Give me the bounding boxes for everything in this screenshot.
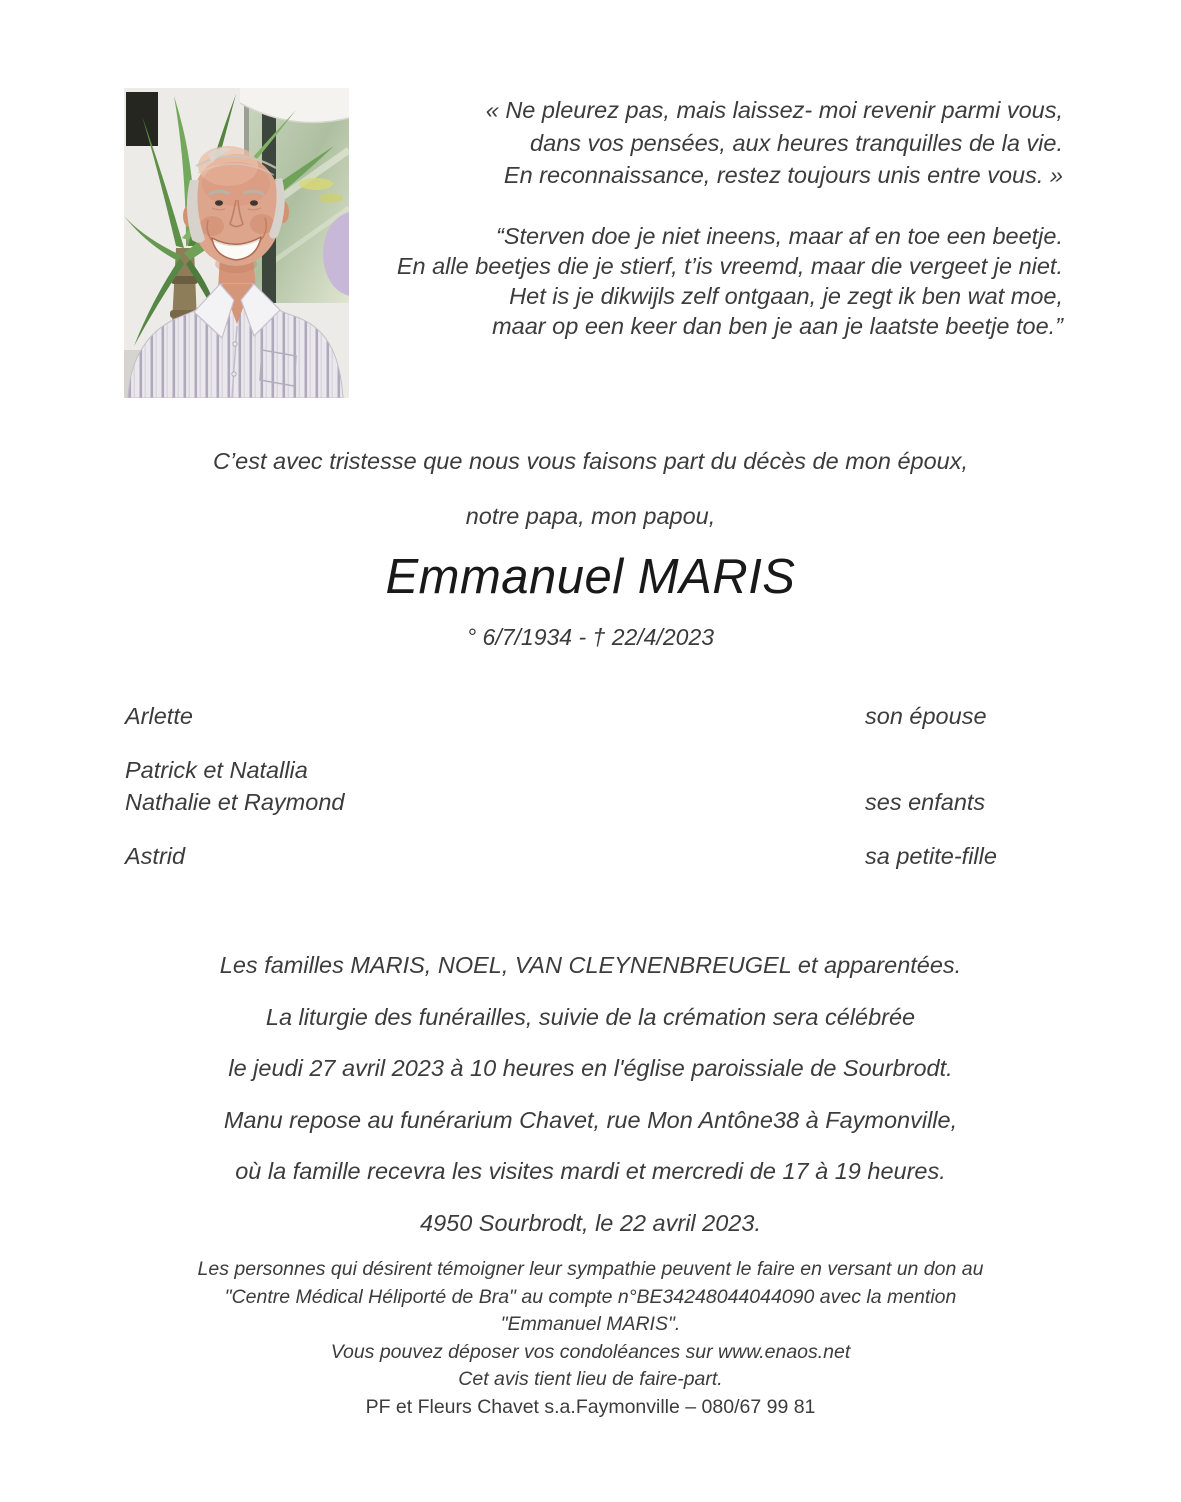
family-relation: ses enfants: [865, 789, 986, 815]
ceremony-line-visits: où la famille recevra les visites mardi et mercredi de 17 à 19 heures.: [235, 1158, 946, 1184]
dutch-quote-line-4: maar op een keer dan ben je aan je laatste beetje toe.”: [492, 313, 1063, 339]
family-member-name: Nathalie et Raymond: [125, 789, 345, 815]
french-quote-line-2: dans vos pensées, aux heures tranquilles de la vie.: [530, 129, 1063, 156]
dutch-quote-line-1: “Sterven doe je niet ineens, maar af en toe een beetje.: [496, 223, 1063, 249]
ceremony-line-place-date: 4950 Sourbrodt, le 22 avril 2023.: [420, 1209, 761, 1236]
family-member-name: Astrid: [125, 843, 186, 869]
footer-notice-line: Cet avis tient lieu de faire-part.: [458, 1368, 723, 1390]
footer-donation-line-1: Les personnes qui désirent témoigner leur sympathie peuvent le faire en versant un don au: [197, 1258, 984, 1280]
portrait-photo-svg: [124, 88, 349, 398]
dutch-memorial-quote: [397, 221, 1063, 341]
ceremony-line-families: Les familles MARIS, NOEL, VAN CLEYNENBREUGEL et apparentées.: [219, 952, 962, 978]
french-quote-line-3: En reconnaissance, restez toujours unis entre vous. »: [503, 162, 1063, 188]
footer-condolences-line: Vous pouvez déposer vos condoléances sur www.enaos.net: [330, 1340, 851, 1363]
family-relation: son épouse: [865, 703, 987, 729]
ceremony-line-liturgy: La liturgie des funérailles, suivie de la crémation sera célébrée: [265, 1003, 916, 1030]
dutch-quote-line-3: Het is je dikwijls zelf ontgaan, je zegt ik ben wat moe,: [509, 283, 1063, 309]
ceremony-details: [0, 940, 1181, 1249]
announcement-relations: notre papa, mon papou,: [465, 503, 716, 529]
family-member-name: Patrick et Natallia: [125, 757, 308, 783]
footer-notes: [0, 1256, 1181, 1421]
life-dates: ° 6/7/1934 - † 22/4/2023: [466, 624, 715, 650]
french-memorial-quote: [486, 94, 1063, 192]
deceased-name: Emmanuel MARIS: [385, 550, 796, 604]
family-relation: sa petite-fille: [865, 843, 997, 869]
footer-donation-line-2: "Centre Médical Héliporté de Bra" au compte n°BE34248044044090 avec la mention: [224, 1285, 957, 1308]
dark-frame: [126, 92, 158, 146]
ceremony-line-funerarium: Manu repose au funérarium Chavet, rue Mon Antône38 à Faymonville,: [223, 1106, 958, 1133]
footer-funeral-home-line: PF et Fleurs Chavet s.a.Faymonville – 080/67 99 81: [365, 1395, 816, 1418]
footer-donation-line-3: "Emmanuel MARIS".: [500, 1313, 681, 1335]
announcement-intro: C’est avec tristesse que nous vous faisons part du décès de mon époux,: [212, 448, 969, 474]
ceremony-line-datetime: le jeudi 27 avril 2023 à 10 heures en l'église paroissiale de Sourbrodt.: [228, 1055, 953, 1081]
portrait-photo: [124, 88, 349, 398]
dutch-quote-line-2: En alle beetjes die je stierf, t’is vreemd, maar die vergeet je niet.: [396, 253, 1063, 279]
french-quote-line-1: « Ne pleurez pas, mais laissez- moi revenir parmi vous,: [485, 97, 1063, 123]
family-member-name: Arlette: [125, 703, 193, 729]
